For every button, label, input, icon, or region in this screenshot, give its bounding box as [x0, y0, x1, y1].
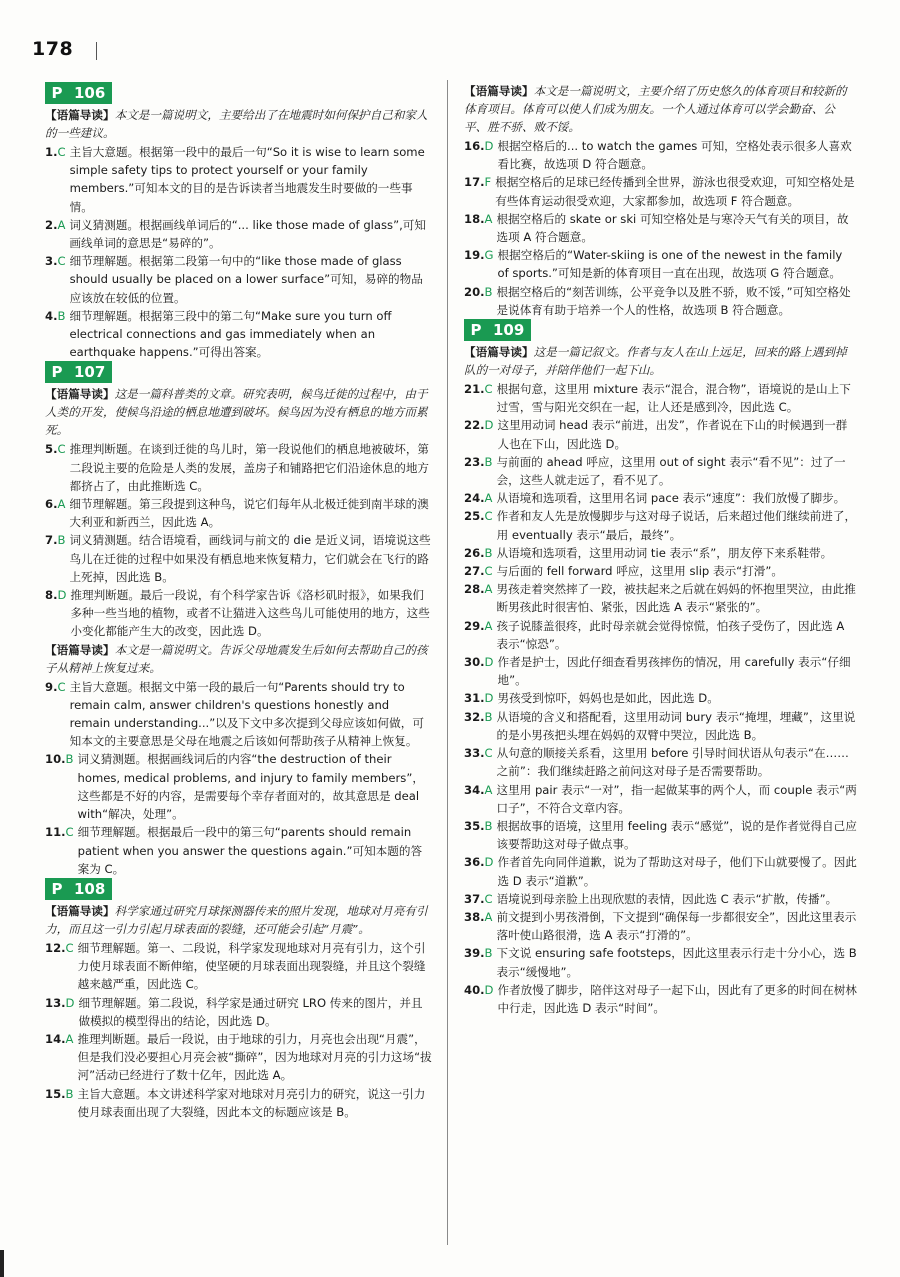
answer-letter: A	[484, 909, 493, 924]
question-number: 10.	[45, 752, 66, 767]
question-number: 5.	[45, 442, 58, 457]
answer-letter: G	[484, 248, 494, 263]
answer-letter: C	[57, 679, 66, 694]
answer-number	[464, 562, 493, 580]
answer-letter: C	[65, 825, 74, 840]
answer-letter: B	[65, 752, 74, 767]
question-number: 14.	[45, 1031, 66, 1046]
answer-letter: C	[484, 564, 493, 579]
reading-guide-tag: 【语篇导读】	[464, 345, 534, 360]
answer-item	[464, 708, 857, 744]
answer-explanation: 与后面的 fell forward 呼应，这里用 slip 表示“打滑”。	[496, 564, 783, 579]
answer-letter: C	[57, 442, 66, 457]
answer-item	[464, 380, 857, 416]
page-edge-mark	[0, 1250, 4, 1277]
answer-number	[464, 507, 493, 543]
answer-explanation: 细节理解题。根据最后一段中的第三句“parents should remain patient when you answer the questions again.”可知本题的答案为 C。	[77, 825, 423, 876]
question-number: 7.	[45, 533, 58, 548]
answer-letter: A	[57, 497, 66, 512]
answer-number	[45, 994, 74, 1030]
answer-number	[464, 416, 493, 452]
answer-number	[464, 708, 493, 744]
question-number: 34.	[464, 782, 485, 797]
answer-explanation: 下文说 ensuring safe footsteps，因此这里表示行走十分小心，选 B 表示“缓慢地”。	[496, 946, 857, 979]
question-number: 4.	[45, 308, 58, 323]
answer-explanation: 细节理解题。第三段提到这种鸟，说它们每年从北极迁徙到南半球的澳大利亚和新西兰，因此选 A。	[69, 497, 429, 530]
answer-letter: C	[57, 254, 66, 269]
answer-explanation: 词义猜测题。结合语境看，画线词与前文的 die 是近义词，语境说这些鸟儿在迁徙的过程中如果没有栖息地来恢复精力，它们就会在飞行的路上死掉，因此选 B。	[69, 533, 431, 584]
reading-guide-tag: 【语篇导读】	[464, 84, 534, 98]
question-number: 29.	[464, 618, 485, 633]
answer-letter: C	[484, 891, 493, 906]
section-badge	[45, 361, 432, 383]
answer-item	[464, 653, 857, 689]
answer-explanation: 细节理解题。第一、二段说，科学家发现地球对月亮有引力，这个引力使月球表面不断伸缩，使坚硬的月球表面出现裂缝，并且这个裂缝越来越严重，因此选 C。	[77, 940, 426, 992]
answer-item	[45, 1085, 432, 1121]
answer-explanation: 推理判断题。最后一段说，有个科学家告诉《洛杉矶时报》，如果我们多种一些当地的植物，或者不让猫进入这些鸟儿可能使用的地方，这些小变化都能产生大的改变，因此选 D。	[70, 588, 430, 639]
question-number: 15.	[45, 1086, 66, 1101]
answer-explanation: 主旨大意题。本文讲述科学家对地球对月亮引力的研究，说这一引力使月球表面出现了大裂缝，因此本文的标题应该是 B。	[77, 1086, 426, 1119]
reading-guide	[45, 641, 432, 677]
answer-letter: C	[484, 382, 493, 397]
question-number: 26.	[464, 545, 485, 560]
question-number: 33.	[464, 746, 485, 761]
answer-item	[464, 283, 857, 319]
answer-letter: D	[484, 655, 494, 670]
reading-guide-tag: 【语篇导读】	[45, 108, 115, 122]
answer-item	[464, 562, 857, 580]
answer-number	[464, 981, 493, 1017]
answer-item	[464, 853, 857, 889]
answer-letter: A	[57, 217, 66, 232]
answer-explanation: 从语境和选项看，这里用名词 pace 表示“速度”：我们放慢了脚步。	[496, 491, 846, 506]
answer-item	[45, 678, 432, 751]
answer-item	[464, 908, 857, 944]
answer-number	[45, 1085, 74, 1121]
answer-explanation: 这里用 pair 表示“一对”，指一起做某事的两个人，而 couple 表示“两口子”，不符合文章内容。	[496, 782, 857, 815]
answer-explanation: 从语境和选项看，这里用动词 tie 表示“系”，朋友停下来系鞋带。	[496, 545, 833, 560]
question-number: 12.	[45, 940, 66, 955]
answer-number	[464, 781, 492, 817]
question-number: 6.	[45, 497, 58, 512]
answer-number	[464, 689, 493, 707]
answer-number	[45, 750, 74, 823]
answer-number	[45, 495, 65, 531]
reading-guide	[464, 343, 857, 379]
answer-item	[464, 890, 857, 908]
question-number: 21.	[464, 382, 485, 397]
answer-letter: A	[484, 211, 493, 226]
answer-letter: B	[484, 545, 493, 560]
question-number: 13.	[45, 995, 66, 1010]
answer-explanation: 词义猜测题。根据画线词后的内容“the destruction of their homes, medical problems, and injury to family members”，这些都是不好的内容，是需要每个幸存者面对的，故其意思是 deal with“解决，处理”。	[77, 752, 424, 822]
answer-letter: A	[484, 782, 493, 797]
question-number: 31.	[464, 691, 485, 706]
answer-number	[464, 210, 492, 246]
answer-letter: B	[484, 709, 493, 724]
reading-guide-text: 本文是一篇说明文，主要给出了在地震时如何保护自己和家人的一些建议。	[45, 108, 428, 140]
question-number: 20.	[464, 284, 485, 299]
page-number: 178	[32, 38, 74, 60]
question-number: 39.	[464, 946, 485, 961]
answer-item	[45, 440, 432, 495]
answer-number	[464, 580, 492, 616]
answer-number	[45, 823, 74, 878]
reading-guide	[45, 385, 432, 439]
answer-explanation: 推理判断题。最后一段说，由于地球的引力，月亮也会出现“月震”，但是我们没必要担心月亮会被“撕碎”，因为地球对月亮的引力这场“拔河”活动已经进行了数十亿年，因此选 A。	[77, 1031, 432, 1083]
answer-number	[464, 380, 493, 416]
answer-explanation: 根据故事的语境，这里用 feeling 表示“感觉”，说的是作者觉得自己应该要帮助这对母子做点事。	[496, 818, 857, 852]
question-number: 8.	[45, 588, 58, 603]
answer-letter: D	[484, 855, 494, 870]
question-number: 16.	[464, 139, 485, 153]
answer-letter: B	[57, 533, 66, 548]
section-badge-p: P	[45, 82, 69, 104]
answer-explanation: 与前面的 ahead 呼应，这里用 out of sight 表示“看不见”：过了一会，这些人就走远了，看不见了。	[496, 454, 846, 488]
answer-explanation: 语境说到母亲脸上出现欣慰的表情，因此选 C 表示“扩散，传播”。	[496, 891, 838, 906]
answer-number	[464, 246, 494, 282]
answer-letter: B	[484, 284, 493, 299]
answer-number	[464, 908, 492, 944]
answer-item	[464, 981, 857, 1017]
answer-item	[464, 944, 857, 980]
answer-item	[464, 617, 857, 653]
question-number: 2.	[45, 217, 58, 232]
answer-number	[45, 678, 66, 751]
answer-explanation: 男孩走着突然摔了一跤，被扶起来之后就在妈妈的怀抱里哭泣，由此推断男孩此时很害怕、紧张，因此选 A 表示“紧张的”。	[496, 582, 856, 615]
answer-letter: D	[484, 139, 494, 153]
answer-number	[464, 173, 491, 209]
answer-number	[464, 744, 493, 780]
answer-number	[45, 939, 74, 994]
reading-guide-tag: 【语篇导读】	[45, 903, 115, 918]
reading-guide-tag: 【语篇导读】	[45, 642, 115, 657]
answer-item	[464, 489, 857, 507]
question-number: 27.	[464, 564, 485, 579]
answer-item	[45, 750, 432, 823]
answer-letter: A	[484, 491, 493, 506]
reading-guide	[45, 106, 432, 142]
answer-letter: A	[484, 582, 493, 597]
column-divider	[447, 80, 448, 1245]
question-number: 35.	[464, 818, 485, 833]
answer-explanation: 细节理解题。根据第二段第一句中的“like those made of glass should usually be placed on a lower surface”可知，易碎的物品应该放在较低的位置。	[69, 254, 423, 305]
answer-item	[45, 939, 432, 994]
answer-letter: B	[484, 454, 493, 469]
answer-explanation: 词义猜测题。根据画线单词后的“... like those made of glass”,可知画线单词的意思是“易碎的”。	[69, 217, 426, 251]
answer-item	[464, 507, 857, 543]
question-number: 28.	[464, 582, 485, 597]
answer-explanation: 作者和友人先是放慢脚步与这对母子说话，后来超过他们继续前进了，用 eventually 表示“最后，最终”。	[496, 509, 857, 542]
answer-explanation: 根据空格后的... to watch the games 可知，空格处表示很多人喜欢看比赛，故选项 D 符合题意。	[497, 139, 852, 172]
question-number: 32.	[464, 709, 485, 724]
answer-letter: B	[65, 1086, 74, 1101]
answer-explanation: 这里用动词 head 表示“前进，出发”，作者说在下山的时候遇到一群人也在下山，因此选 D。	[497, 418, 848, 451]
page-number-divider	[96, 42, 97, 60]
answer-letter: C	[57, 145, 66, 159]
section-badge-p: P	[45, 361, 69, 383]
answer-number	[45, 307, 65, 362]
question-number: 9.	[45, 679, 58, 694]
answer-item	[464, 817, 857, 853]
answer-number	[464, 653, 493, 689]
reading-guide-tag: 【语篇导读】	[45, 387, 115, 402]
answer-letter: B	[57, 308, 66, 323]
question-number: 36.	[464, 855, 485, 870]
answer-explanation: 孩子说膝盖很疼，此时母亲就会觉得惊慌，怕孩子受伤了，因此选 A 表示“惊恐”。	[496, 618, 845, 651]
section-badge-p: P	[45, 878, 69, 900]
reading-guide-text: 本文是一篇说明文，主要介绍了历史悠久的体育项目和较新的体育项目。体育可以使人们成为朋友。一个人通过体育可以学会勤奋、公平、胜不骄、败不馁。	[464, 84, 847, 134]
answer-number	[464, 890, 493, 908]
answer-number	[45, 252, 66, 307]
answer-explanation: 作者放慢了脚步，陪伴这对母子一起下山，因此有了更多的时间在树林中行走，因此选 D 表示“时间”。	[497, 982, 857, 1015]
answer-letter: A	[65, 1031, 74, 1046]
answer-item	[45, 252, 432, 307]
answer-number	[45, 586, 66, 641]
question-number: 38.	[464, 909, 485, 924]
question-number: 19.	[464, 248, 485, 263]
answer-item	[464, 689, 857, 707]
question-number: 3.	[45, 254, 58, 269]
answer-explanation: 主旨大意题。根据第一段中的最后一句“So it is wise to learn some simple safety tips to protect yourself or your family members.”可知本文的目的是告诉读者当地震发生时要做的一些事情。	[69, 145, 425, 214]
answer-explanation: 根据空格后的 skate or ski 可知空格处是与寒冷天气有关的项目，故选项 A 符合题意。	[496, 211, 849, 245]
answer-explanation: 作者首先向同伴道歉，说为了帮助这对母子，他们下山就要慢了。因此选 D 表示“道歉”。	[497, 855, 857, 888]
question-number: 18.	[464, 211, 485, 226]
answer-item	[464, 453, 857, 489]
answer-letter: A	[484, 618, 493, 633]
answer-number	[464, 137, 493, 173]
question-number: 30.	[464, 655, 485, 670]
answer-letter: D	[484, 982, 494, 997]
question-number: 11.	[45, 825, 66, 840]
answer-number	[45, 1030, 73, 1085]
answer-number	[464, 544, 493, 562]
answer-explanation: 男孩受到惊吓，妈妈也是如此，因此选 D。	[497, 691, 719, 706]
right-column	[464, 82, 857, 1017]
answer-explanation: 从语境的含义和搭配看，这里用动词 bury 表示“掩埋，埋藏”，这里说的是小男孩把头埋在妈妈的双臂中哭泣，因此选 B。	[496, 709, 856, 742]
answer-explanation: 前文提到小男孩滑倒，下文提到“确保每一步都很安全”，因此这里表示落叶使山路很滑，选 A 表示“打滑的”。	[496, 909, 857, 943]
section-badge	[464, 319, 857, 341]
section-badge	[45, 82, 432, 104]
answer-number	[45, 440, 66, 495]
answer-number	[464, 489, 492, 507]
left-column	[45, 82, 432, 1121]
answer-item	[464, 173, 857, 209]
answer-item	[45, 307, 432, 362]
answer-item	[464, 544, 857, 562]
question-number: 22.	[464, 418, 485, 433]
answer-explanation: 根据空格后的“Water-skiing is one of the newest in the family of sports.”可知是新的体育项目一直在出现，故选项 G 符合题意。	[497, 248, 843, 281]
question-number: 25.	[464, 509, 485, 524]
answer-item	[464, 781, 857, 817]
section-badge-p: P	[464, 319, 488, 341]
section-badge-number: 106	[69, 82, 112, 104]
reading-guide	[464, 82, 857, 136]
answer-item	[464, 137, 857, 173]
answer-number	[464, 617, 492, 653]
answer-explanation: 根据空格后的“刻苦训练，公平竞争以及胜不骄，败不馁，”可知空格处是说体育有助于培养一个人的性格，故选项 B 符合题意。	[496, 284, 851, 317]
answer-explanation: 主旨大意题。根据文中第一段的最后一句“Parents should try to remain calm, answer children's questions honestly and remain understanding...”以及下文中多次提到父母应该如何做，可知本文的主要意思是父母在地震之后该如何帮助孩子从精神上恢复。	[69, 679, 424, 749]
answer-letter: D	[484, 691, 494, 706]
answer-letter: D	[65, 995, 75, 1010]
answer-item	[464, 580, 857, 616]
answer-item	[464, 416, 857, 452]
answer-item	[45, 823, 432, 878]
answer-explanation: 根据空格后的足球已经传播到全世界，游泳也很受欢迎，可知空格处是有些体育运动很受欢迎，大家都参加，故选项 F 符合题意。	[495, 175, 855, 208]
answer-item	[45, 994, 432, 1030]
answer-letter: C	[484, 746, 493, 761]
answer-item	[45, 495, 432, 531]
answer-letter: D	[57, 588, 67, 603]
answer-number	[464, 944, 493, 980]
reading-guide-text: 这是一篇科普类的文章。研究表明，候鸟迁徙的过程中，由于人类的开发，使候鸟沿途的栖息地遭到破坏。候鸟因为没有栖息的地方而累死。	[45, 387, 428, 438]
answer-number	[464, 453, 493, 489]
answer-explanation: 推理判断题。在谈到迁徙的鸟儿时，第一段说他们的栖息地被破坏，第二段说主要的危险是人类的发展，盖房子和铺路把它们沿途休息的地方都挤占了，由此推断选 C。	[69, 442, 430, 493]
answer-item	[45, 586, 432, 641]
question-number: 37.	[464, 891, 485, 906]
answer-item	[464, 210, 857, 246]
question-number: 24.	[464, 491, 485, 506]
answer-number	[45, 216, 65, 252]
answer-number	[464, 817, 493, 853]
reading-guide-text: 科学家通过研究月球探测器传来的照片发现，地球对月亮有引力，而且这一引力引起月球表面的裂缝，还可能会引起“月震”。	[45, 903, 428, 936]
answer-letter: D	[484, 418, 494, 433]
answer-number	[464, 283, 493, 319]
question-number: 40.	[464, 982, 485, 997]
reading-guide	[45, 902, 432, 938]
answer-explanation: 细节理解题。第二段说，科学家是通过研究 LRO 传来的图片，并且做模拟的模型得出的结论，因此选 D。	[78, 995, 423, 1028]
question-number: 23.	[464, 454, 485, 469]
answer-letter: B	[484, 946, 493, 961]
reading-guide-text: 本文是一篇说明文。告诉父母地震发生后如何去帮助自己的孩子从精神上恢复过来。	[45, 642, 428, 675]
section-badge-number: 108	[69, 878, 112, 900]
answer-item	[45, 531, 432, 586]
section-badge	[45, 878, 432, 900]
answer-explanation: 从句意的顺接关系看，这里用 before 引导时间状语从句表示“在……之前”：我们继续赶路之前问这对母子是否需要帮助。	[496, 746, 849, 779]
answer-item	[45, 143, 432, 216]
question-number: 17.	[464, 175, 485, 190]
section-badge-number: 107	[69, 361, 112, 383]
answer-letter: F	[484, 175, 492, 190]
answer-letter: B	[484, 818, 493, 833]
reading-guide-text: 这是一篇记叙文。作者与友人在山上远足，回来的路上遇到掉队的一对母子，并陪伴他们一起下山。	[464, 345, 847, 378]
answer-item	[464, 246, 857, 282]
answer-number	[45, 143, 66, 216]
answer-explanation: 细节理解题。根据第三段中的第二句“Make sure you turn off electrical connections and gas immediately when an earthquake happens.”可得出答案。	[69, 308, 392, 360]
question-number: 1.	[45, 145, 58, 159]
answer-item	[45, 216, 432, 252]
answer-item	[464, 744, 857, 780]
answer-explanation: 根据句意，这里用 mixture 表示“混合，混合物”，语境说的是山上下过雪，雪与阳光交织在一起，让人还是感到冷，因此选 C。	[496, 382, 851, 415]
section-badge-number: 109	[488, 319, 531, 341]
answer-letter: C	[484, 509, 493, 524]
answer-explanation: 作者是护士，因此仔细查看男孩摔伤的情况，用 carefully 表示“仔细地”。	[497, 655, 851, 688]
answer-number	[45, 531, 65, 586]
answer-item	[45, 1030, 432, 1085]
answer-number	[464, 853, 493, 889]
answer-letter: C	[65, 940, 74, 955]
